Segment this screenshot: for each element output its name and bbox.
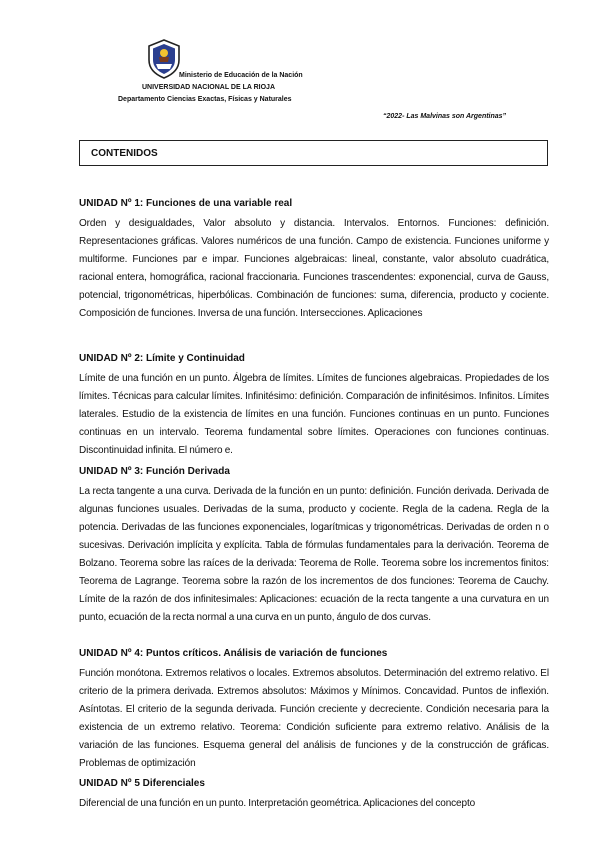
unit-title: UNIDAD Nº 2: Límite y Continuidad xyxy=(79,353,245,364)
unit-body: Orden y desigualdades, Valor absoluto y distancia. Intervalos. Entornos. Funciones: definición. Representaciones gráficas. Valores numéricos de una función. Campo de existencia. Funciones uniforme y multiforme. Funciones par e impar. Funciones algebraicas: lineal, constante, valor absoluto cuadrática, racional entera, homográfica, racional fraccionaria. Funciones trascendentes: exponencial, curva de Gauss, potencial, trigonométricas, hiperbólicas. Combinación de funciones: suma, diferencia, producto y cociente. Composición de funciones. Inversa de una función. Intersecciones. Aplicaciones xyxy=(79,218,549,319)
contents-heading: CONTENIDOS xyxy=(91,148,158,159)
unit-2 xyxy=(79,352,549,460)
unit-body: La recta tangente a una curva. Derivada de la función en un punto: definición. Función derivada. Derivada de algunas funciones usuales. Derivadas de la suma, producto y cociente. Regla de la cadena. Regla de la potencia. Derivadas de las funciones exponenciales, logarítmicas y trigonométricas. Derivadas de orden n o sucesivas. Derivación implícita y explícita. Tabla de fórmulas fundamentales para la derivación. Teorema de Bolzano. Teorema sobre las raíces de la derivada: Teorema de Rolle. Teorema sobre los incrementos finitos: Teorema de Lagrange. Teorema sobre la razón de los incrementos de dos funciones: Teorema de Cauchy. Límite de la razón de dos infinitesimales: Aplicaciones: ecuación de la recta tangente a una curvatura en un punto, ecuación de la recta normal a una curva en un punto, ángulo de dos curvas. xyxy=(79,486,549,623)
unit-title: UNIDAD Nº 1: Funciones de una variable real xyxy=(79,198,293,209)
university-seal-icon xyxy=(146,38,182,80)
unit-body: Diferencial de una función en un punto. Interpretación geométrica. Aplicaciones del concepto xyxy=(79,798,476,809)
unit-title: UNIDAD Nº 4: Puntos críticos. Análisis de variación de funciones xyxy=(79,648,388,659)
contents-heading-box xyxy=(79,140,548,166)
department-name: Departamento Ciencias Exactas, Físicas y Naturales xyxy=(118,96,292,103)
unit-body: Función monótona. Extremos relativos o locales. Extremos absolutos. Determinación del extremo relativo. El criterio de la primera derivada. Extremos absolutos: Máximos y Mínimos. Concavidad. Puntos de inflexión. Asíntotas. El criterio de la segunda derivada. Función creciente y decreciente. Condición necesaria para la existencia de un extremo relativo. Teorema: Condición suficiente para extremo relativo. Análisis de la variación de las funciones. Esquema general del análisis de funciones y de la construcción de gráficas. Problemas de optimización xyxy=(79,668,549,769)
university-name: UNIVERSIDAD NACIONAL DE LA RIOJA xyxy=(142,84,276,91)
year-motto: “2022- Las Malvinas son Argentinas” xyxy=(383,113,507,120)
unit-1 xyxy=(79,197,549,323)
unit-title: UNIDAD Nº 3: Función Derivada xyxy=(79,466,230,477)
ministry-name: Ministerio de Educación de la Nación xyxy=(179,72,303,79)
unit-3 xyxy=(79,465,549,627)
unit-title: UNIDAD Nº 5 Diferenciales xyxy=(79,778,205,789)
unit-4 xyxy=(79,647,549,773)
unit-5 xyxy=(79,777,549,813)
unit-body: Límite de una función en un punto. Álgebra de límites. Límites de funciones algebraicas. Propiedades de los límites. Técnicas para calcular límites. Infinitésimo: definición. Comparación de infinitésimos. Infinitos. Límites laterales. Estudio de la existencia de límites en una función. Funciones continuas en un punto. Funciones continuas en un intervalo. Teorema fundamental sobre límites. Operaciones con funciones continuas. Discontinuidad infinita. El número e. xyxy=(79,373,549,456)
